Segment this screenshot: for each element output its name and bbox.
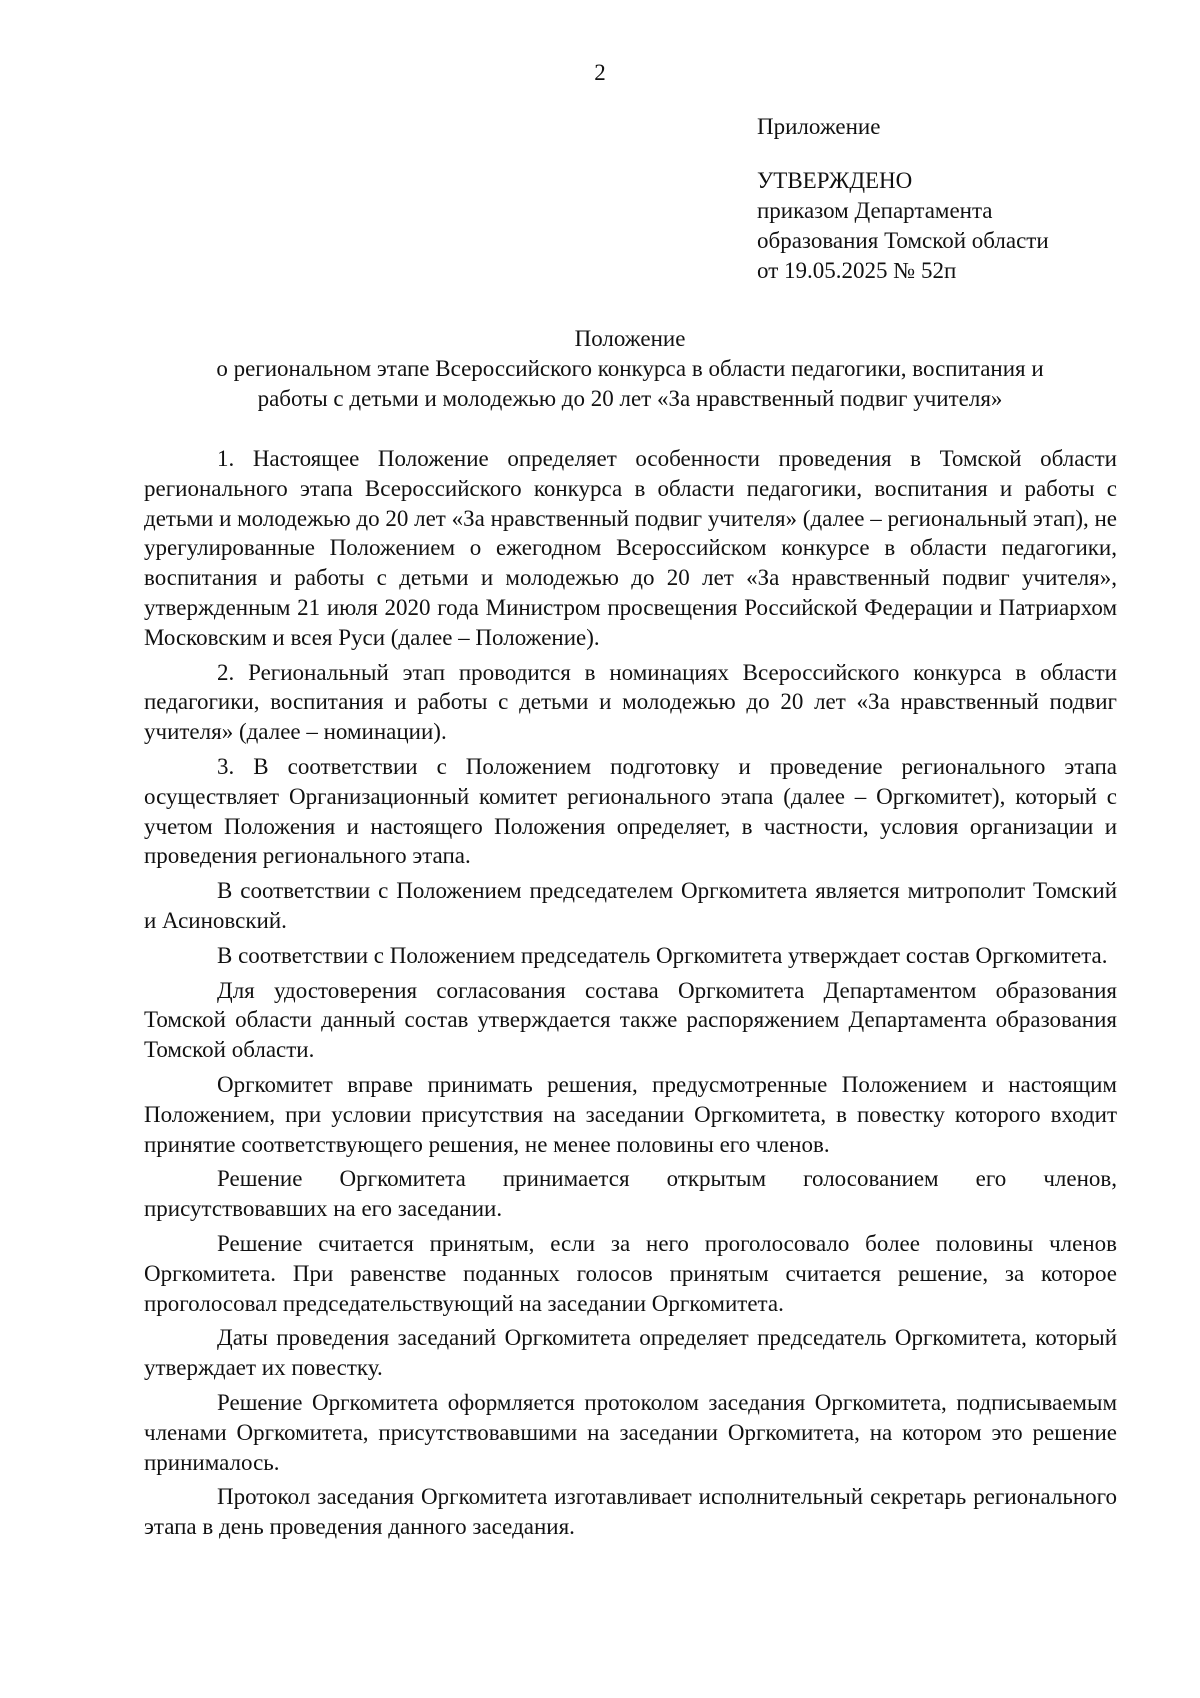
- paragraph: Решение считается принятым, если за него проголосовало более половины членов Оргкомитета. При равенстве поданных голосов принятым считается решение, за которое проголосовал председательствующий на заседании Оргкомитета.: [144, 1230, 1117, 1316]
- title-line-2: работы с детьми и молодежью до 20 лет «За нравственный подвиг учителя»: [257, 386, 1003, 411]
- paragraph: Даты проведения заседаний Оргкомитета определяет председатель Оргкомитета, который утверждает их повестку.: [144, 1325, 1117, 1381]
- document-body: [144, 444, 1117, 1547]
- paragraph: 2. Региональный этап проводится в номинациях Всероссийского конкурса в области педагогики, воспитания и работы с детьми и молодежью до 20 лет «За нравственный подвиг учителя» (далее – номинации).: [144, 659, 1117, 745]
- approval-line-3: от 19.05.2025 № 52п: [757, 258, 957, 283]
- page-number: 2: [594, 60, 606, 85]
- paragraph: В соответствии с Положением председателем Оргкомитета является митрополит Томский и Асиновский.: [144, 878, 1117, 933]
- title-line-1: о региональном этапе Всероссийского конкурса в области педагогики, воспитания и: [216, 356, 1044, 381]
- paragraph: 1. Настоящее Положение определяет особенности проведения в Томской области регионального этапа Всероссийского конкурса в области педагогики, воспитания и работы с детьми и молодежью до 20 лет «За нравственный подвиг учителя» (далее – региональный этап), не урегулированные Положением о ежегодном Всероссийском конкурсе в области педагогики, воспитания и работы с детьми и молодежью до 20 лет «За нравственный подвиг учителя», утвержденным 21 июля 2020 года Министром просвещения Российской Федерации и Патриархом Московским и всея Руси (далее – Положение).: [144, 446, 1118, 650]
- approved-stamp-text: УТВЕРЖДЕНО: [757, 168, 913, 193]
- approval-block: [757, 112, 1049, 286]
- approval-line-2: образования Томской области: [757, 228, 1049, 253]
- paragraph: Решение Оргкомитета оформляется протоколом заседания Оргкомитета, подписываемым членами Оргкомитета, присутствовавшими на заседании Оргкомитета, на котором это решение принималось.: [144, 1389, 1117, 1475]
- document-title: [140, 324, 1120, 414]
- paragraph: 3. В соответствии с Положением подготовку и проведение регионального этапа осуществляет Организационный комитет регионального этапа (далее – Оргкомитет), который с учетом Положения и настоящего Положения определяет, в частности, условия организации и проведения регионального этапа.: [144, 753, 1117, 869]
- paragraph: Оргкомитет вправе принимать решения, предусмотренные Положением и настоящим Положением, при условии присутствия на заседании Оргкомитета, в повестку которого входит принятие соответствующего решения, не менее половины его членов.: [144, 1071, 1117, 1157]
- paragraph: В соответствии с Положением председатель Оргкомитета утверждает состав Оргкомитета.: [217, 942, 1108, 968]
- paragraph: Решение Оргкомитета принимается открытым голосованием его членов, присутствовавших на его заседании.: [144, 1166, 1117, 1222]
- paragraph: Протокол заседания Оргкомитета изготавливает исполнительный секретарь регионального этапа в день проведения данного заседания.: [144, 1484, 1117, 1540]
- approval-line-1: приказом Департамента: [757, 198, 993, 223]
- title-heading: Положение: [574, 326, 686, 351]
- appendix-label: Приложение: [757, 114, 881, 139]
- paragraph: Для удостоверения согласования состава Оргкомитета Департаментом образования Томской области данный состав утверждается также распоряжением Департамента образования Томской области.: [144, 977, 1117, 1063]
